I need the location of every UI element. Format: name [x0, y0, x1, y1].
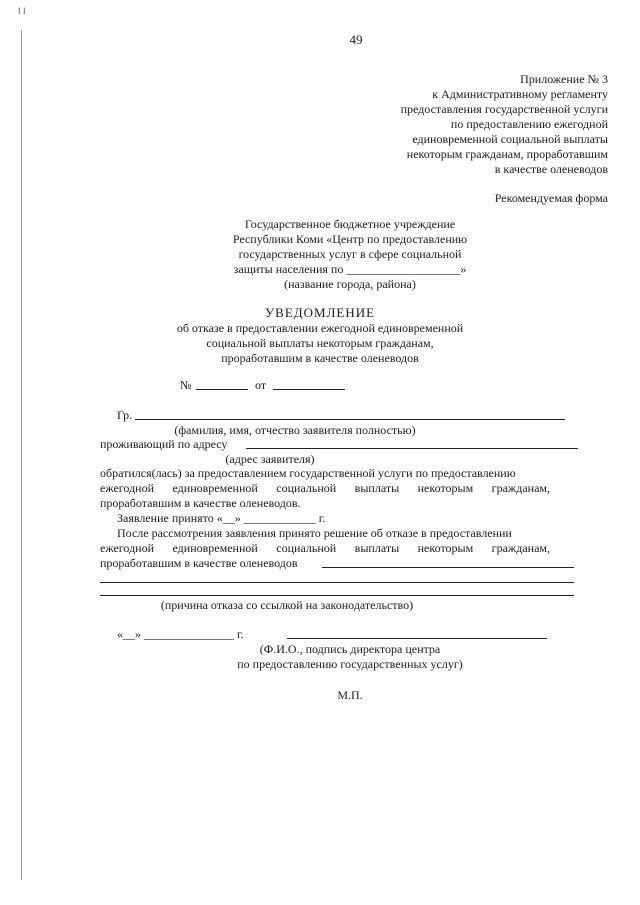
decision-line-3: проработавшим в качестве оленеводов — [100, 556, 298, 570]
address-label: проживающий по адресу — [100, 437, 228, 451]
citizen-caption: (фамилия, имя, отчество заявителя полностью) — [174, 423, 416, 437]
address-caption: (адрес заявителя) — [225, 452, 315, 466]
institution-line-1: Государственное бюджетное учреждение — [244, 217, 456, 231]
page-number: 49 — [349, 32, 363, 47]
address-field — [246, 448, 578, 449]
institution-line-4: защиты населения по ___________________» — [233, 262, 467, 276]
signature-field — [287, 638, 547, 639]
appendix-line-7: в качестве оленеводов — [494, 162, 608, 176]
reason-field-2 — [100, 582, 574, 583]
notice-date-field — [273, 389, 345, 390]
institution-line-3: государственных услуг в сфере социальной — [238, 247, 462, 261]
reason-field-3 — [100, 595, 574, 596]
signature-caption-2: по предоставлению государственных услуг) — [237, 657, 463, 671]
reason-caption: (причина отказа со ссылкой на законодательство) — [160, 598, 414, 612]
decision-line-1: После рассмотрения заявления принято решение об отказе в предоставлении — [117, 526, 512, 540]
appendix-line-5: единовременной социальной выплаты — [412, 132, 608, 146]
notice-date-label: от — [255, 378, 267, 392]
appendix-line-6: некоторым гражданам, проработавшим — [406, 147, 608, 161]
notice-subtitle-3: проработавшим в качестве оленеводов — [221, 351, 419, 365]
institution-caption: (название города, района) — [284, 277, 416, 291]
notice-number-field — [196, 389, 248, 390]
notice-number-label: № — [180, 378, 192, 392]
signature-caption-1: (Ф.И.О., подпись директора центра — [259, 642, 441, 656]
form-note: Рекомендуемая форма — [494, 191, 608, 205]
applied-line-3: проработавшим в качестве оленеводов. — [100, 496, 301, 510]
appendix-line-4: по предоставлению ежегодной — [450, 117, 608, 131]
reason-field-1 — [322, 567, 574, 568]
appendix-line-2: к Административному регламенту — [432, 87, 608, 101]
appendix-line-1: Приложение № 3 — [520, 72, 608, 86]
applied-line-2: ежегодной единовременной социальной выплаты некоторым гражданам, — [100, 481, 550, 495]
application-accepted: Заявление принято «__» ____________ г. — [117, 511, 326, 525]
notice-subtitle-2: социальной выплаты некоторым гражданам, — [206, 336, 434, 350]
scan-edge-line — [21, 30, 22, 880]
notice-title: УВЕДОМЛЕНИЕ — [264, 305, 376, 320]
institution-line-2: Республики Коми «Центр по предоставлению — [232, 232, 468, 246]
citizen-name-field — [135, 419, 565, 420]
notice-subtitle-1: об отказе в предоставлении ежегодной единовременной — [176, 321, 464, 335]
appendix-line-3: предоставления государственной услуги — [400, 102, 608, 116]
applied-line-1: обратился(лась) за предоставлением государственной услуги по предоставлению — [100, 466, 516, 480]
seal-mark: М.П. — [337, 688, 363, 702]
decision-line-2: ежегодной единовременной социальной выплаты некоторым гражданам, — [100, 541, 550, 555]
citizen-label: Гр. — [117, 408, 133, 422]
scan-corner-mark: I I — [18, 6, 26, 16]
signature-date: «__» _______________ г. — [117, 627, 244, 641]
